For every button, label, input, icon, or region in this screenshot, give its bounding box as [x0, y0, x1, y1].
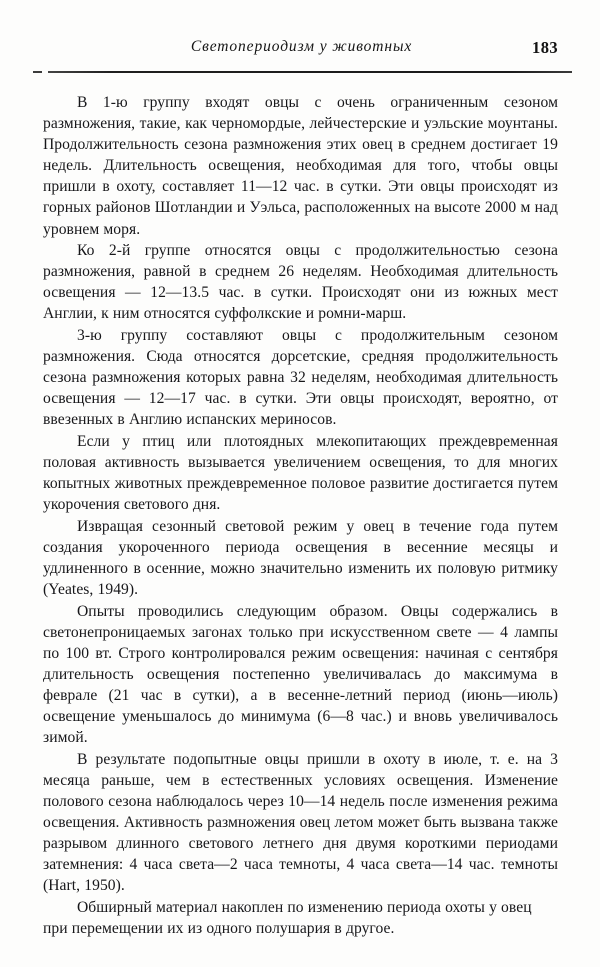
paragraph-yeates-experiment: Извращая сезонный световой режим у овец в течение года путем создания укороченного периода освещения в весенние месяцы и удлиненного в осенние, можно значительно изменить их половую ритмику (Yeates, 1949). [43, 517, 558, 599]
page-number: 183 [532, 38, 558, 57]
paragraph-group-3: 3-ю группу составляют овцы с продолжительным сезоном размножения. Сюда относятся дорсетские, средняя продолжительность сезона размножения которых равна 32 неделям, необходимая длительность освещения — 12—17 час. в сутки. Эти овцы происходят, вероятно, от ввезенных в Англию испанских мериносов. [43, 327, 558, 429]
paragraph-group-2: Ко 2-й группе относятся овцы с продолжительностью сезона размножения, равной в среднем 26 неделям. Необходимая длительность освещения — 12—13.5 час. в сутки. Происходят они из южных мест Англии, к ним относятся суффолкские и ромни-марш. [43, 242, 558, 323]
body-text-column [43, 92, 558, 939]
running-head [33, 38, 570, 64]
paragraph-group-1: В 1-ю группу входят овцы с очень ограниченным сезоном размножения, такие, как черномордые, лейчестерские и уэльские моунтаны. Продолжительность сезона размножения этих овец в среднем достигает 19 недель. Длительность освещения, необходимая для того, чтобы овцы пришли в охоту, составляет 11—12 час. в сутки. Эти овцы происходят из горных районов Шотландии и Уэльса, расположенных на высоте 2000 м над уровнем моря. [43, 94, 558, 238]
paragraph-results-hart: В результате подопытные овцы пришли в охоту в июле, т. е. на 3 месяца раньше, чем в естественных условиях освещения. Изменение полового сезона наблюдалось через 10—14 недель после изменения режима освещения. Активность размножения овец летом может быть вызвана также разрывом длинного светового летнего дня двумя короткими периодами затемнения: 4 часа света—2 часа темноты, 4 часа света—14 час. темноты (Hart, 1950). [43, 750, 558, 895]
paragraph-birds-vs-ungulates: Если у птиц или плотоядных млекопитающих преждевременная половая активность вызывается увеличением освещения, то для многих копытных животных преждевременное половое развитие достигается путем укорочения светового дня. [43, 433, 558, 514]
header-rule-dash [33, 71, 42, 73]
header-rule-line [48, 71, 572, 73]
running-head-title: Светопериодизм у животных [190, 38, 413, 55]
paragraph-method: Опыты проводились следующим образом. Овцы содержались в светонепроницаемых загонах только при искусственном свете — 4 лампы по 100 вт. Строго контролировался режим освещения: начиная с сентября длительность освещения постепенно увеличивалась до максимума в феврале (21 час в сутки), а в весенне-летний период (июнь—июль) освещение уменьшалось до минимума (6—8 час.) и вновь увеличивалось зимой. [43, 602, 558, 747]
header-rule [33, 70, 572, 73]
paragraph-hemisphere-transfer: Обширный материал накоплен по изменению периода охоты у овец при перемещении их из одного полушария в другое. [43, 899, 532, 938]
